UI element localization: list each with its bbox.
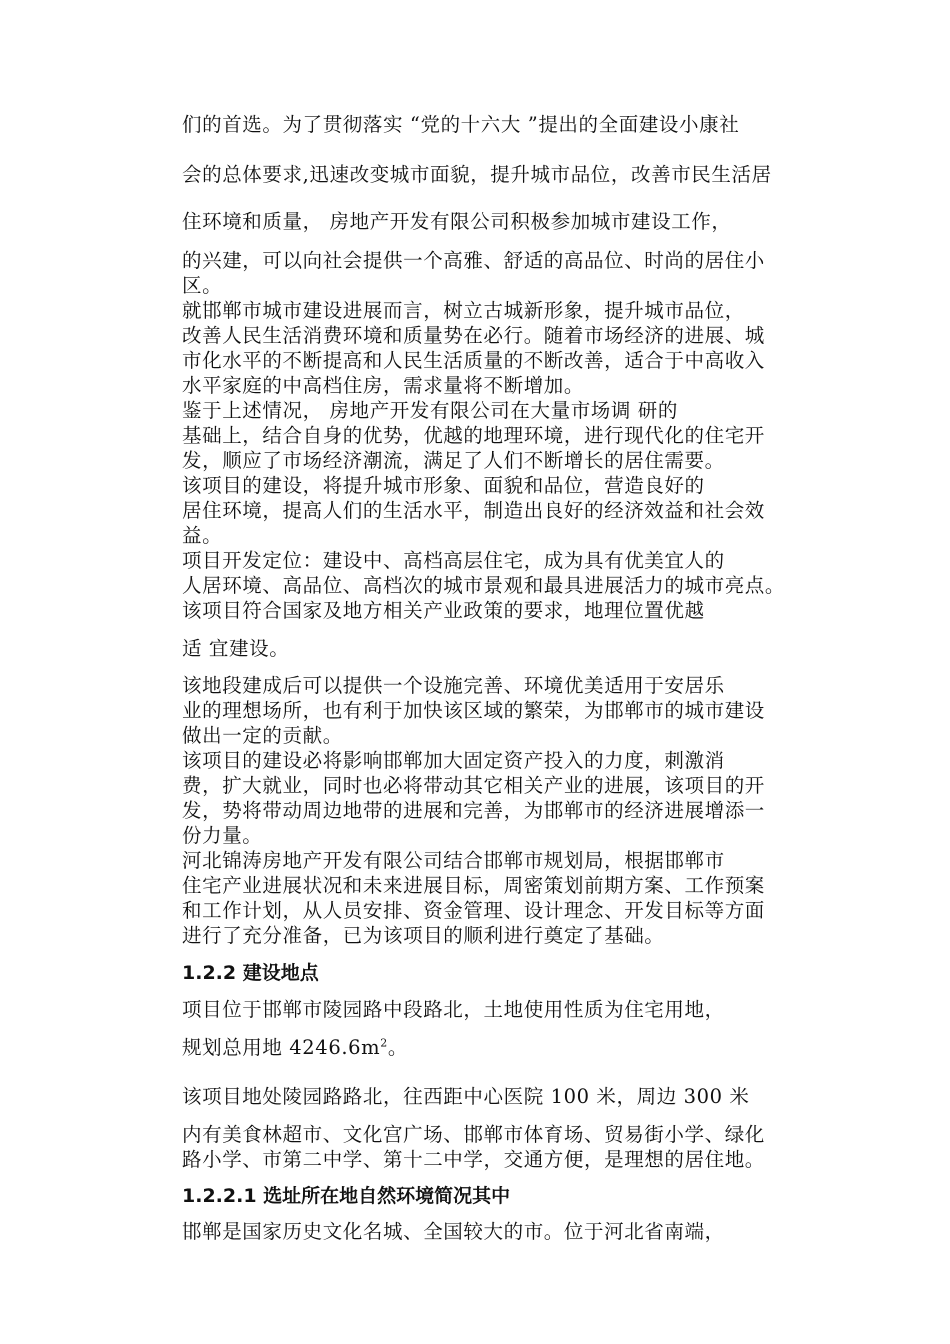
text-line: 水平家庭的中高档住房，需求量将不断增加。 (182, 374, 585, 397)
text-line: 益。 (182, 524, 223, 547)
text-line: 发，顺应了市场经济潮流，满足了人们不断增长的居住需要。 (182, 449, 725, 472)
text-line: 项目位于邯郸市陵园路中段路北，土地使用性质为住宅用地， (182, 998, 725, 1021)
text-line: 该项目的建设，将提升城市形象、面貌和品位，营造良好的 (182, 474, 705, 497)
text-line: 住宅产业进展状况和未来进展目标，周密策划前期方案、工作预案 (182, 874, 765, 897)
text-line: 业的理想场所，也有利于加快该区域的繁荣，为邯郸市的城市建设 (182, 699, 765, 722)
text-line: 们的首选。为了贯彻落实 “党的十六大 ”提出的全面建设小康社 (182, 113, 740, 136)
text-line: 适 宜建设。 (182, 637, 290, 660)
text-line: 份力量。 (182, 824, 263, 847)
text-line: 会的总体要求,迅速改变城市面貌，提升城市品位，改善市民生活居 (182, 163, 772, 186)
text-line: 项目开发定位：建设中、高档高层住宅，成为具有优美宜人的 (182, 549, 725, 572)
text-line: 鉴于上述情况， 房地产开发有限公司在大量市场调 研的 (182, 399, 678, 422)
text-line: 区。 (182, 274, 223, 297)
text-line: 该项目地处陵园路路北，往西距中心医院 100 米，周边 300 米 (182, 1085, 750, 1108)
text-line: 住环境和质量， 房地产开发有限公司积极参加城市建设工作， (182, 210, 732, 233)
text-line: 做出一定的贡献。 (182, 724, 343, 747)
text-line: 改善人民生活消费环境和质量势在必行。随着市场经济的进展、城 (182, 324, 765, 347)
text-line: 人居环境、高品位、高档次的城市景观和最具进展活力的城市亮点。 (182, 574, 786, 597)
text-line: 居住环境，提高人们的生活水平，制造出良好的经济效益和社会效 (182, 499, 765, 522)
text-line: 进行了充分准备，已为该项目的顺利进行奠定了基础。 (182, 924, 665, 947)
text-line: 发，势将带动周边地带的进展和完善，为邯郸市的经济进展增添一 (182, 799, 765, 822)
superscript: 2 (380, 1036, 388, 1050)
text-line: 路小学、市第二中学、第十二中学，交通方便，是理想的居住地。 (182, 1148, 765, 1171)
text-line: 内有美食林超市、文化宫广场、邯郸市体育场、贸易街小学、绿化 (182, 1123, 765, 1146)
text-line (182, 1035, 842, 1061)
text-line: 和工作计划，从人员安排、资金管理、设计理念、开发目标等方面 (182, 899, 765, 922)
text-line: 的兴建，可以向社会提供一个高雅、舒适的高品位、时尚的居住小 (182, 249, 765, 272)
subsection-heading: 1.2.2.1 选址所在地自然环境简况其中 (182, 1185, 511, 1207)
text-line: 基础上，结合自身的优势，优越的地理环境，进行现代化的住宅开 (182, 424, 765, 447)
text-line: 市化水平的不断提高和人民生活质量的不断改善，适合于中高收入 (182, 349, 765, 372)
text-line: 该项目的建设必将影响邯郸加大固定资产投入的力度，刺激消 (182, 749, 725, 772)
text-line: 就邯郸市城市建设进展而言，树立古城新形象，提升城市品位， (182, 299, 745, 322)
line-end: 。 (387, 1036, 408, 1059)
text-line: 该地段建成后可以提供一个设施完善、环境优美适用于安居乐 (182, 674, 725, 697)
land-area-text: 规划总用地 4246.6m (182, 1036, 381, 1059)
text-line: 该项目符合国家及地方相关产业政策的要求，地理位置优越 (182, 599, 705, 622)
section-heading: 1.2.2 建设地点 (182, 962, 319, 984)
text-line: 费，扩大就业，同时也必将带动其它相关产业的进展，该项目的开 (182, 774, 765, 797)
text-line: 河北锦涛房地产开发有限公司结合邯郸市规划局，根据邯郸市 (182, 849, 725, 872)
text-line: 邯郸是国家历史文化名城、全国较大的市。位于河北省南端， (182, 1220, 725, 1243)
